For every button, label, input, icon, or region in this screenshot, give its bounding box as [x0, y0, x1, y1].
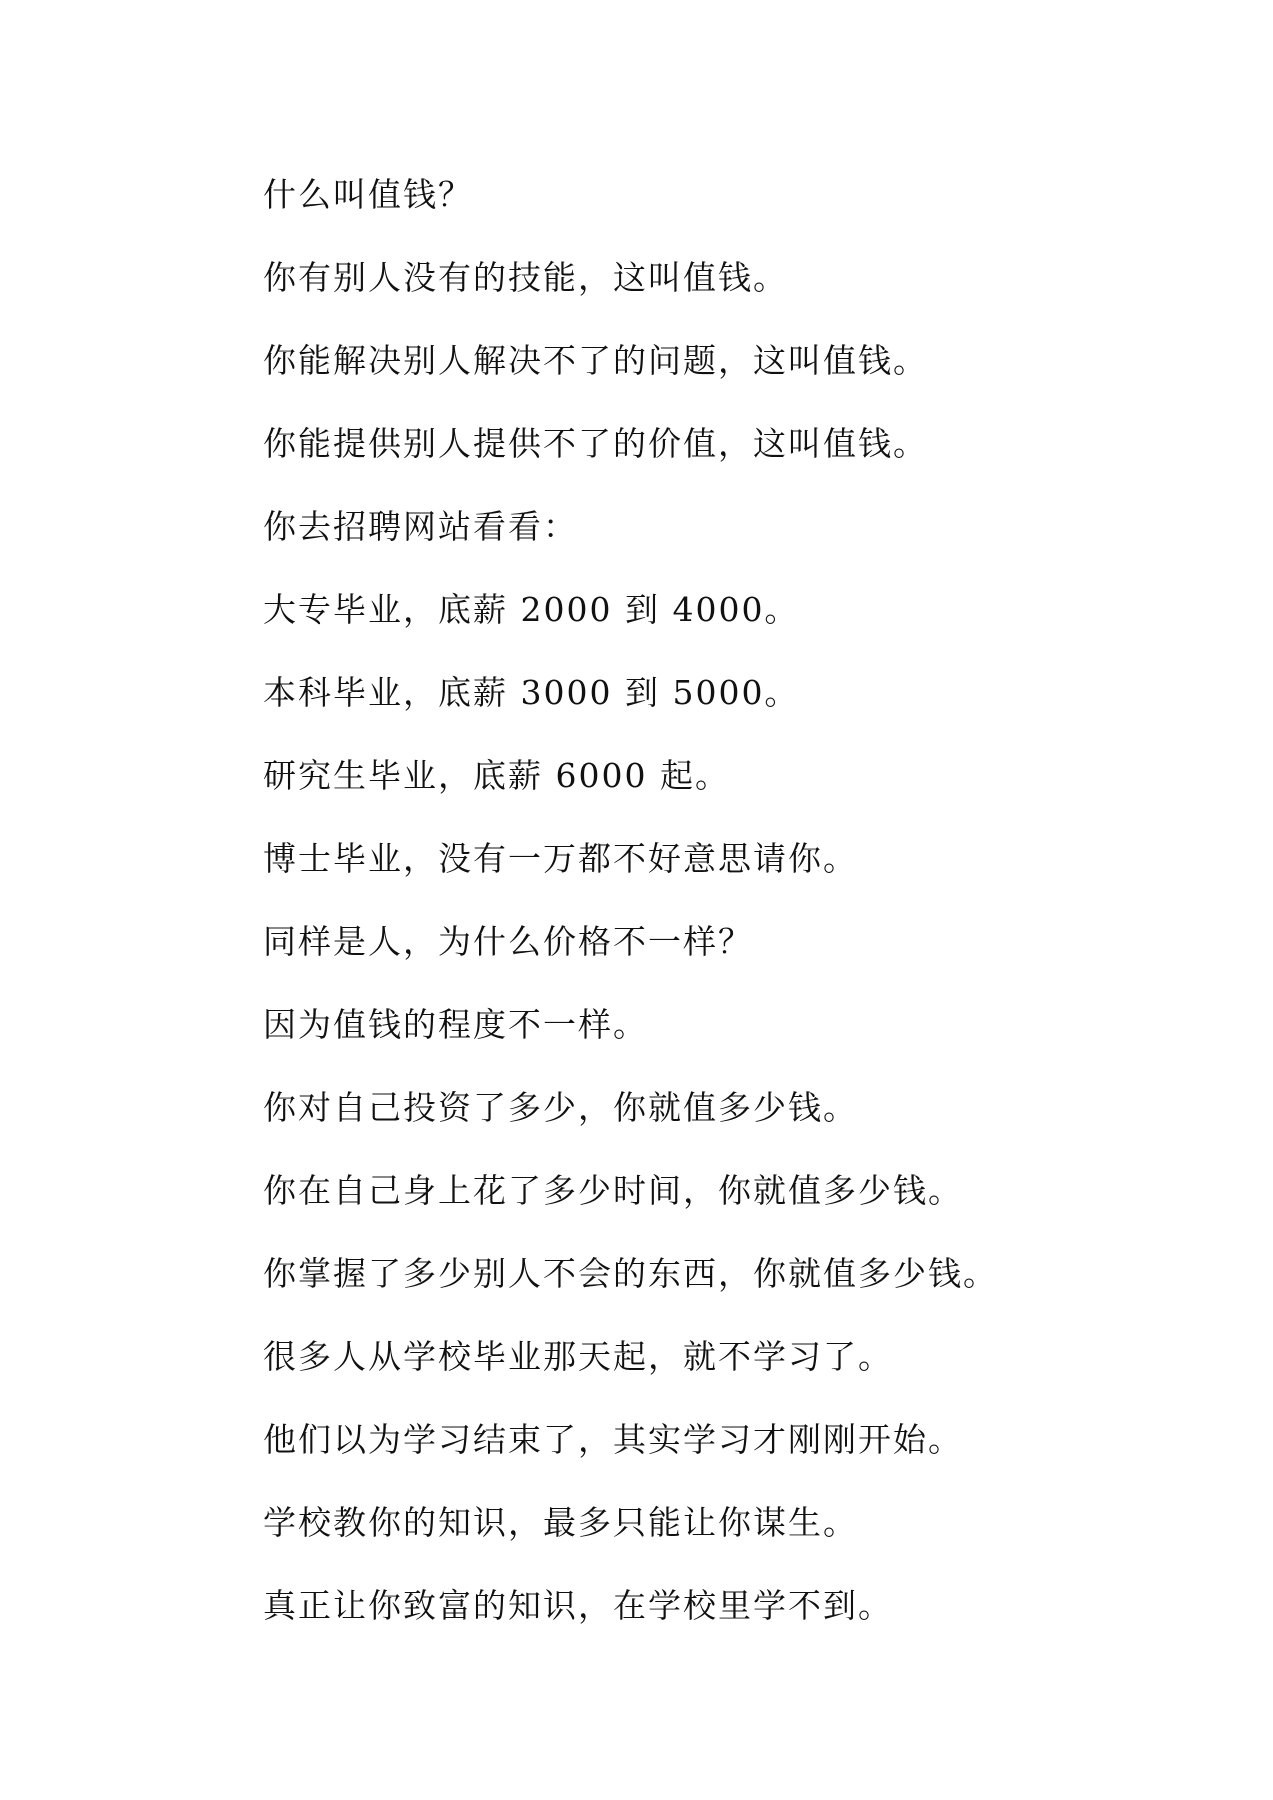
- document-line: 很多人从学校毕业那天起，就不学习了。: [263, 1337, 893, 1376]
- document-line: 你有别人没有的技能，这叫值钱。: [263, 258, 788, 297]
- document-line: 因为值钱的程度不一样。: [263, 1005, 648, 1044]
- document-line: 你在自己身上花了多少时间，你就值多少钱。: [263, 1171, 963, 1210]
- document-line: 博士毕业，没有一万都不好意思请你。: [263, 839, 858, 878]
- document-line: 什么叫值钱？: [263, 175, 473, 214]
- document-line: 同样是人，为什么价格不一样？: [263, 922, 753, 961]
- document-line: 研究生毕业，底薪 6000 起。: [263, 756, 730, 795]
- document-line: 你去招聘网站看看：: [263, 507, 578, 546]
- document-line: 你掌握了多少别人不会的东西，你就值多少钱。: [263, 1254, 998, 1293]
- document-line: 本科毕业，底薪 3000 到 5000。: [263, 673, 800, 712]
- document-body: [263, 175, 1203, 1669]
- document-line: 你对自己投资了多少，你就值多少钱。: [263, 1088, 858, 1127]
- document-line: 大专毕业，底薪 2000 到 4000。: [263, 590, 800, 629]
- document-line: 真正让你致富的知识，在学校里学不到。: [263, 1586, 893, 1625]
- document-line: 你能解决别人解决不了的问题，这叫值钱。: [263, 341, 928, 380]
- document-line: 他们以为学习结束了，其实学习才刚刚开始。: [263, 1420, 963, 1459]
- document-line: 你能提供别人提供不了的价值，这叫值钱。: [263, 424, 928, 463]
- document-line: 学校教你的知识，最多只能让你谋生。: [263, 1503, 858, 1542]
